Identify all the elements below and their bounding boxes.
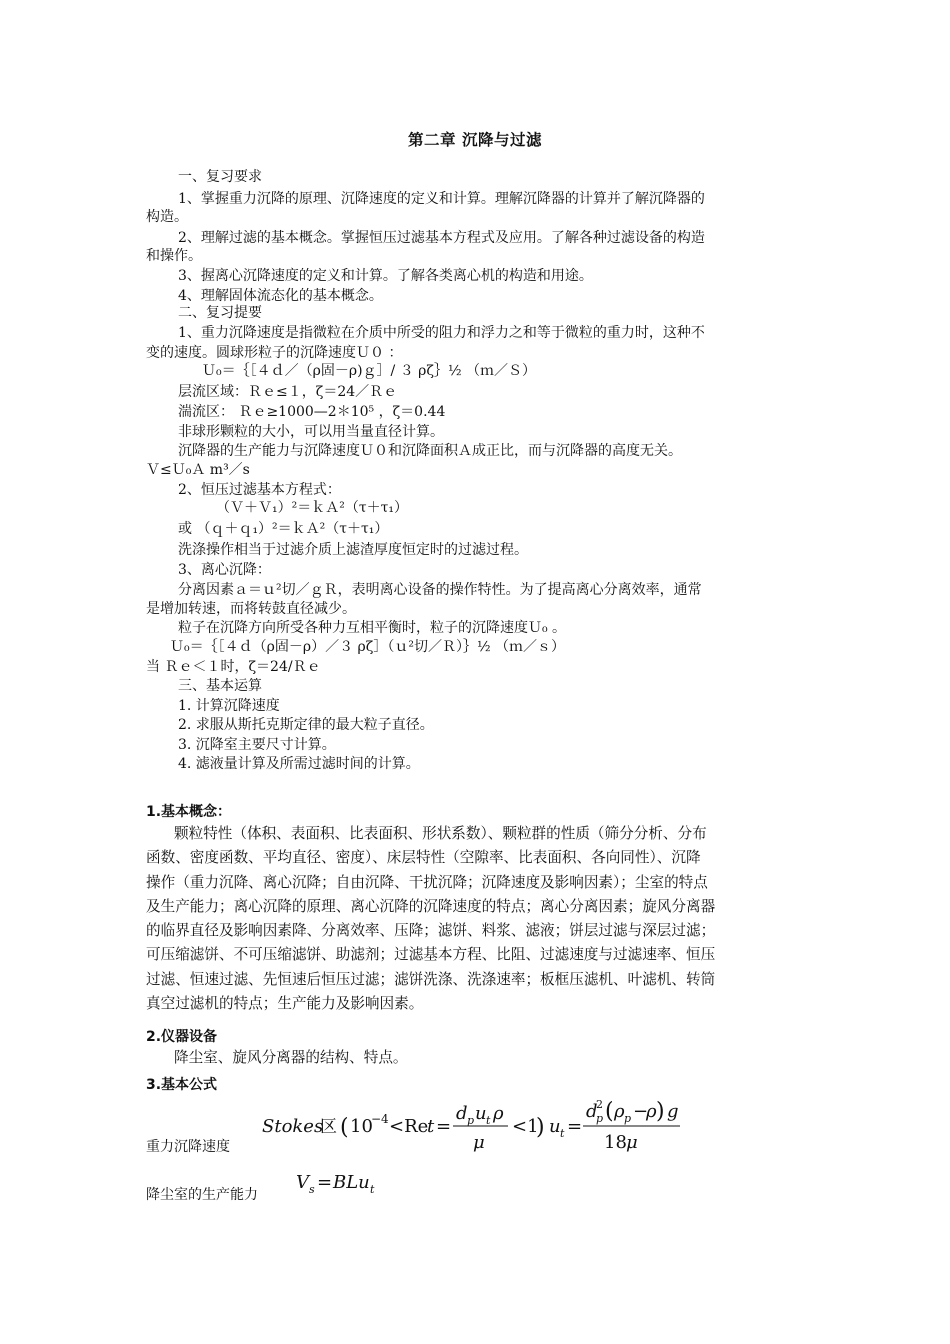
basic-ops-item: 1. 计算沉降速度 [178, 698, 280, 714]
svg-text:ρ: ρ [614, 1101, 625, 1122]
svg-text:−4: −4 [371, 1112, 389, 1126]
summary-formula-line: 或 （ｑ＋ｑ₁）²＝ｋＡ²（τ＋τ₁） [178, 521, 389, 537]
summary-line: 沉降器的生产能力与沉降速度Ｕ０和沉降面积Ａ成正比，而与沉降器的高度无关。 [178, 443, 682, 459]
paragraph-line: 过滤、恒速过滤、先恒速后恒压过滤；滤饼洗涤、洗涤速率；板框压滤机、叶滤机、转筒 [146, 970, 716, 988]
svg-text:u: u [475, 1103, 487, 1124]
svg-text:=: = [436, 1116, 452, 1137]
svg-text:Stokes: Stokes [262, 1116, 324, 1137]
svg-text:): ) [656, 1099, 665, 1124]
stokes-formula [258, 1092, 698, 1156]
summary-line: 2、恒压过滤基本方程式： [178, 482, 341, 498]
svg-text:(: ( [605, 1099, 614, 1124]
summary-line: 1、重力沉降速度是指微粒在介质中所受的阻力和浮力之和等于微粒的重力时，这种不 [178, 325, 705, 341]
review-req-heading: 一、复习要求 [178, 169, 262, 185]
review-req-item: 和操作。 [146, 248, 202, 264]
svg-text:p: p [624, 1112, 632, 1125]
paragraph-line: 函数、密度函数、平均直径、密度）、床层特性（空隙率、比表面积、各向同性）、沉降 [146, 849, 701, 867]
svg-text:=: = [317, 1172, 333, 1193]
basic-ops-item: 3. 沉降室主要尺寸计算。 [178, 737, 336, 753]
summary-line: 洗涤操作相当于过滤介质上滤渣厚度恒定时的过滤过程。 [178, 542, 528, 558]
section-2-heading: 2.仪器设备 [146, 1029, 218, 1045]
dust-chamber-label: 降尘室的生产能力 [146, 1187, 258, 1203]
svg-text:BLu: BLu [333, 1172, 370, 1193]
section-3-heading: 3.基本公式 [146, 1077, 218, 1093]
summary-formula-line: （Ｖ＋Ｖ₁）²＝ｋＡ²（τ＋τ₁） [216, 500, 408, 516]
review-req-item: 4、理解固体流态化的基本概念。 [178, 288, 383, 304]
svg-text:=: = [567, 1116, 583, 1137]
gravity-settling-label: 重力沉降速度 [146, 1139, 230, 1155]
summary-line: Ｖ≤Ｕ₀Ａ m³／s [146, 462, 250, 478]
svg-text:μ: μ [473, 1132, 485, 1153]
summary-line: 湍流区： Ｒｅ≥1000—2＊10⁵ ，ζ＝0.44 [178, 404, 446, 420]
svg-text:d: d [586, 1101, 598, 1122]
svg-text:t: t [370, 1183, 375, 1196]
review-req-item: 3、握离心沉降速度的定义和计算。了解各类离心机的构造和用途。 [178, 268, 593, 284]
paragraph-line: 颗粒特性（体积、表面积、比表面积、形状系数）、颗粒群的性质（筛分分析、分布 [174, 825, 707, 842]
paragraph-line: 及生产能力；离心沉降的原理、离心沉降的沉降速度的特点；离心分离因素；旋风分离器 [146, 897, 716, 915]
basic-ops-item: 2. 求服从斯托克斯定律的最大粒子直径。 [178, 717, 434, 733]
svg-text:μ: μ [626, 1132, 638, 1153]
svg-text:ρ: ρ [493, 1103, 504, 1124]
summary-line: 粒子在沉降方向所受各种力互相平衡时，粒子的沉降速度Ｕ₀ 。 [178, 620, 567, 636]
summary-line: 是增加转速，而将转鼓直径减少。 [146, 601, 356, 617]
svg-text:2: 2 [596, 1098, 603, 1111]
svg-text:s: s [309, 1183, 315, 1196]
review-summary-heading: 二、复习提要 [178, 305, 262, 321]
svg-text:t: t [427, 1116, 435, 1137]
paragraph-line: 可压缩滤饼、不可压缩滤饼、助滤剂；过滤基本方程、比阻、过滤速度与过滤速率、恒压 [146, 946, 716, 964]
svg-text:V: V [296, 1172, 309, 1193]
svg-text:ρ: ρ [646, 1101, 657, 1122]
svg-text:−: − [633, 1101, 649, 1122]
paragraph-line: 操作（重力沉降、离心沉降；自由沉降、干扰沉降；沉降速度及影响因素）；尘室的特点 [146, 873, 708, 891]
review-req-item: 1、掌握重力沉降的原理、沉降速度的定义和计算。理解沉降器的计算并了解沉降器的 [178, 191, 705, 207]
review-req-item: 2、理解过滤的基本概念。掌握恒压过滤基本方程式及应用。了解各种过滤设备的构造 [178, 230, 705, 246]
svg-text:<1: <1 [512, 1116, 539, 1137]
summary-line: 3、离心沉降： [178, 562, 271, 578]
review-req-item: 构造。 [146, 209, 188, 225]
svg-text:t: t [560, 1127, 565, 1140]
svg-text:(: ( [340, 1115, 349, 1140]
svg-text:d: d [456, 1103, 468, 1124]
section-2-text: 降尘室、旋风分离器的结构、特点。 [174, 1049, 408, 1066]
summary-formula-line: Ｕ₀＝｛［４ｄ（ρ固－ρ）／３ ρζ］（ｕ²切／Ｒ）｝½ （ｍ／ｓ） [170, 639, 565, 655]
svg-text:u: u [549, 1116, 561, 1137]
basic-ops-item: 4. 滤液量计算及所需过滤时间的计算。 [178, 756, 420, 772]
svg-text:t: t [486, 1114, 491, 1127]
svg-text:g: g [667, 1101, 679, 1122]
summary-line: 变的速度。圆球形粒子的沉降速度Ｕ０ ： [146, 345, 403, 361]
svg-text:p: p [467, 1114, 475, 1127]
summary-formula-line: Ｕ₀＝｛［４ｄ／（ρ固－ρ)ｇ］/ ３ ρζ｝½ （ｍ／Ｓ） [202, 363, 536, 379]
summary-line: 层流区域：Ｒｅ≤１，ζ＝24／Ｒｅ [178, 384, 398, 400]
summary-line: 当 Ｒｅ＜１时，ζ＝24/Ｒｅ [146, 659, 321, 675]
paragraph-line: 真空过滤机的特点；生产能力及影响因素。 [146, 995, 424, 1013]
summary-line: 非球形颗粒的大小，可以用当量直径计算。 [178, 424, 444, 440]
svg-text:): ) [536, 1115, 545, 1140]
svg-text:18: 18 [604, 1132, 627, 1153]
section-1-heading: 1.基本概念： [146, 804, 232, 820]
svg-text:p: p [596, 1112, 604, 1125]
svg-text:区: 区 [320, 1117, 337, 1137]
summary-line: 分离因素ａ＝ｕ²切／ｇＲ，表明离心设备的操作特性。为了提高离心分离效率，通常 [178, 582, 702, 598]
svg-text:10: 10 [350, 1116, 373, 1137]
chapter-title: 第二章 沉降与过滤 [408, 131, 542, 149]
svg-text:<Re: <Re [389, 1116, 429, 1137]
basic-ops-heading: 三、基本运算 [178, 678, 262, 694]
paragraph-line: 的临界直径及影响因素降、分离效率、压降；滤饼、料浆、滤液；饼层过滤与深层过滤； [146, 922, 716, 940]
dust-chamber-formula [292, 1166, 392, 1202]
section-1-paragraph [146, 822, 810, 1016]
